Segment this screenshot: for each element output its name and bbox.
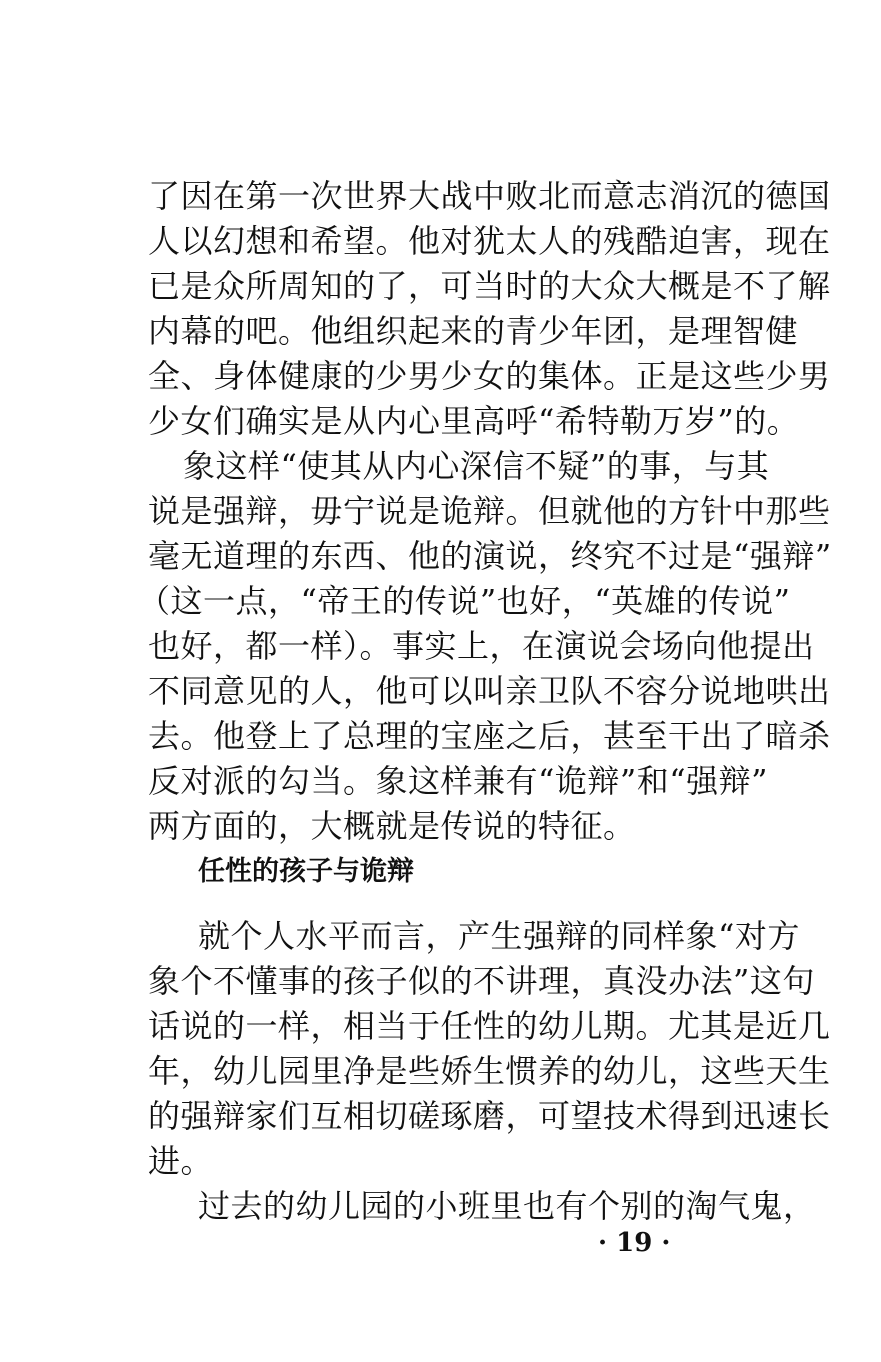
text-line: 两方面的，大概就是传说的特征。 <box>148 807 636 845</box>
text-line: 反对派的勾当。象这样兼有“诡辩”和“强辩” <box>148 762 768 800</box>
text-line: （这一点，“帝王的传说”也好，“英雄的传说” <box>138 582 791 620</box>
text-line: 进。 <box>148 1142 214 1180</box>
text-line: 已是众所周知的了，可当时的大众大概是不了解 <box>148 267 831 305</box>
text-line: 去。他登上了总理的宝座之后，甚至干出了暗杀 <box>148 717 831 755</box>
text-line: 少女们确实是从内心里高呼“希特勒万岁”的。 <box>148 402 800 440</box>
text-line: 就个人水平而言，产生强辩的同样象“对方 <box>198 917 800 955</box>
text-line: 象这样“使其从内心深信不疑”的事，与其 <box>183 447 770 485</box>
text-line: 不同意见的人，他可以叫亲卫队不容分说地哄出 <box>148 672 831 710</box>
text-line: 过去的幼儿园的小班里也有个别的淘气鬼， <box>198 1187 816 1225</box>
page-number: · 19 · <box>598 1228 671 1258</box>
text-line: 象个不懂事的孩子似的不讲理，真没办法”这句 <box>148 962 815 1000</box>
text-line: 人以幻想和希望。他对犹太人的残酷迫害，现在 <box>148 222 831 260</box>
text-line: 毫无道理的东西、他的演说，终究不过是“强辩” <box>148 537 832 575</box>
text-line: 了因在第一次世界大战中败北而意志消沉的德国 <box>148 177 831 215</box>
text-line: 内幕的吧。他组织起来的青少年团，是理智健 <box>148 312 799 350</box>
text-line: 话说的一样，相当于任性的幼儿期。尤其是近几 <box>148 1007 831 1045</box>
text-line: 年，幼儿园里净是些娇生惯养的幼儿，这些天生 <box>148 1052 831 1090</box>
text-line: 也好，都一样）。事实上，在演说会场向他提出 <box>148 627 815 665</box>
text-line: 的强辩家们互相切磋琢磨，可望技术得到迅速长 <box>148 1097 831 1135</box>
text-line: 说是强辩，毋宁说是诡辩。但就他的方针中那些 <box>148 492 831 530</box>
section-heading: 任性的孩子与诡辩 <box>198 856 414 887</box>
text-line: 全、身体健康的少男少女的集体。正是这些少男 <box>148 357 831 395</box>
